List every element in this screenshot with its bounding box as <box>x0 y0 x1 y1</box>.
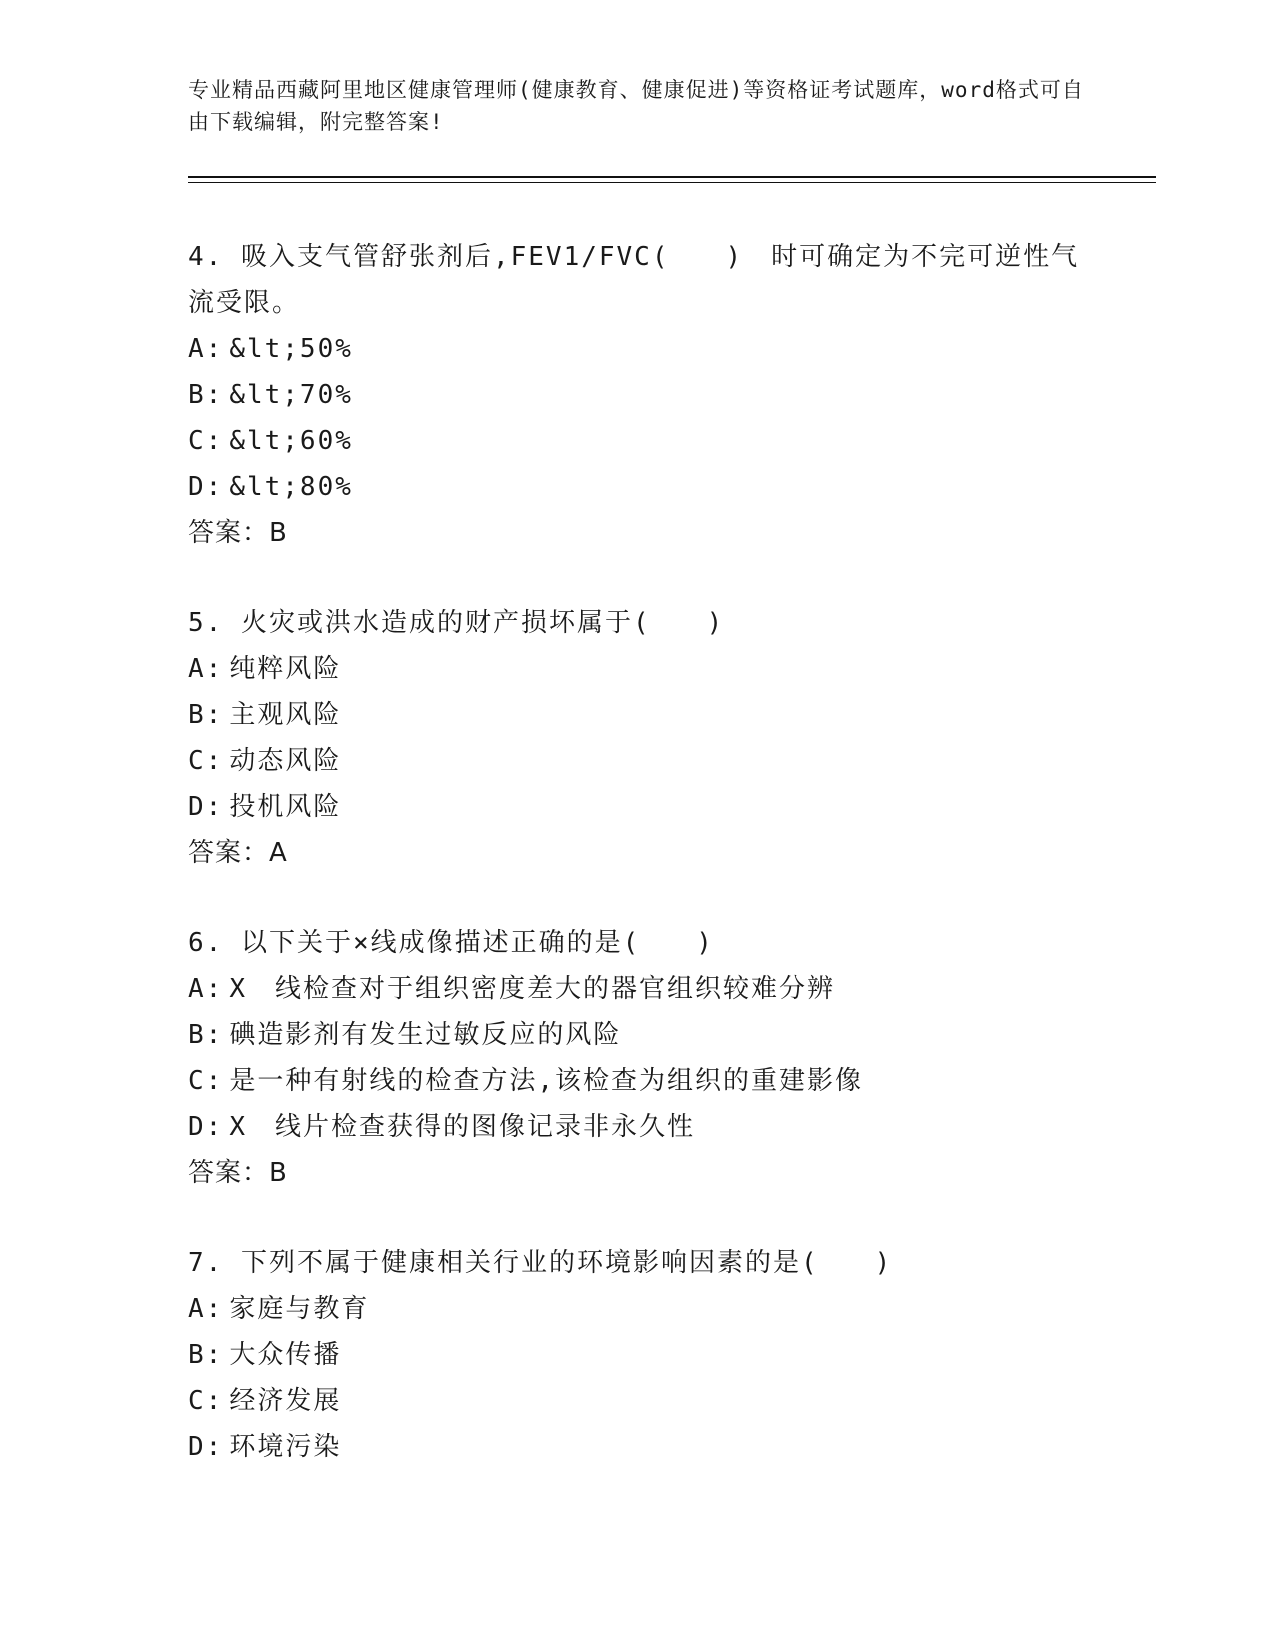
option-text: X 线检查对于组织密度差大的器官组织较难分辨 <box>229 974 835 1004</box>
option-d <box>188 784 1088 830</box>
option-b <box>188 1012 1088 1058</box>
option-key: A: <box>188 334 224 364</box>
option-text: 经济发展 <box>229 1386 342 1416</box>
option-text: X 线片检查获得的图像记录非永久性 <box>229 1112 695 1142</box>
option-text: 是一种有射线的检查方法,该检查为组织的重建影像 <box>229 1066 863 1096</box>
option-a <box>188 1286 1088 1332</box>
question-7 <box>188 1240 1088 1470</box>
option-key: A: <box>188 1294 224 1324</box>
option-text: 动态风险 <box>229 746 342 776</box>
option-c <box>188 738 1088 784</box>
option-c <box>188 1378 1088 1424</box>
option-text: &lt;70% <box>229 380 353 410</box>
option-b <box>188 372 1088 418</box>
question-stem: 5. 火灾或洪水造成的财产损坏属于( ) <box>188 608 725 638</box>
option-key: B: <box>188 700 224 730</box>
option-text: 投机风险 <box>229 792 342 822</box>
header-divider-top <box>188 176 1156 178</box>
option-key: D: <box>188 1112 224 1142</box>
option-b <box>188 692 1088 738</box>
question-stem: 7. 下列不属于健康相关行业的环境影响因素的是( ) <box>188 1248 893 1278</box>
question-4 <box>188 234 1088 556</box>
option-text: 环境污染 <box>229 1432 342 1462</box>
option-key: A: <box>188 974 224 1004</box>
option-key: D: <box>188 472 224 502</box>
option-text: 主观风险 <box>229 700 342 730</box>
answer-label: 答案：B <box>188 518 288 548</box>
option-c <box>188 418 1088 464</box>
option-key: C: <box>188 1066 224 1096</box>
option-key: C: <box>188 426 224 456</box>
answer-label: 答案：B <box>188 1158 288 1188</box>
option-key: D: <box>188 792 224 822</box>
option-b <box>188 1332 1088 1378</box>
question-stem: 4. 吸入支气管舒张剂后,FEV1/FVC( ) 时可确定为不完可逆性气流受限。 <box>188 242 1080 318</box>
option-key: B: <box>188 380 224 410</box>
question-6 <box>188 920 1088 1196</box>
option-a <box>188 966 1088 1012</box>
answer-label: 答案：A <box>188 838 288 868</box>
option-text: 纯粹风险 <box>229 654 342 684</box>
option-d <box>188 464 1088 510</box>
option-key: A: <box>188 654 224 684</box>
option-d <box>188 1424 1088 1470</box>
option-text: &lt;60% <box>229 426 353 456</box>
option-key: C: <box>188 1386 224 1416</box>
option-key: B: <box>188 1020 224 1050</box>
option-text: &lt;50% <box>229 334 353 364</box>
option-d <box>188 1104 1088 1150</box>
header-divider-bottom <box>188 182 1156 183</box>
option-text: 家庭与教育 <box>229 1294 370 1324</box>
option-text: &lt;80% <box>229 472 353 502</box>
option-key: C: <box>188 746 224 776</box>
option-a <box>188 646 1088 692</box>
question-stem: 6. 以下关于×线成像描述正确的是( ) <box>188 928 714 958</box>
question-5 <box>188 600 1088 876</box>
option-c <box>188 1058 1088 1104</box>
document-intro: 专业精品西藏阿里地区健康管理师(健康教育、健康促进)等资格证考试题库，word格式可自由下载编辑，附完整答案! <box>188 78 1084 134</box>
option-text: 碘造影剂有发生过敏反应的风险 <box>229 1020 622 1050</box>
option-a <box>188 326 1088 372</box>
option-key: D: <box>188 1432 224 1462</box>
option-key: B: <box>188 1340 224 1370</box>
option-text: 大众传播 <box>229 1340 342 1370</box>
